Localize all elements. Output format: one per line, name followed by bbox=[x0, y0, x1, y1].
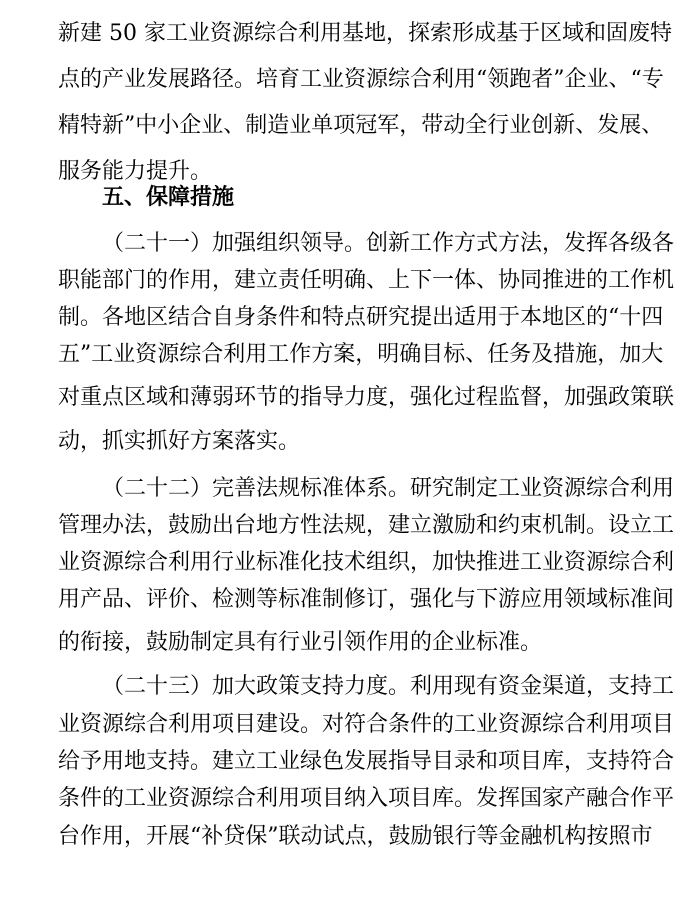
para20-line-2: 职能部门的作用，建立责任明确、上下一体、协同推进的工作机 bbox=[58, 268, 675, 293]
para20-line-5: 对重点区域和薄弱环节的指导力度，强化过程监督，加强政策联 bbox=[58, 385, 675, 410]
para22-line-5: 台作用，开展“补贷保”联动试点，鼓励银行等金融机构按照市 bbox=[58, 824, 653, 849]
para20-line-6: 动，抓实抓好方案落实。 bbox=[58, 429, 301, 454]
para21-line-2: 管理办法，鼓励出台地方性法规，建立激励和约束机制。设立工 bbox=[58, 513, 675, 538]
para0-line-1: 新建 50 家工业资源综合利用基地，探索形成基于区域和固废特 bbox=[58, 21, 672, 46]
para21-line-5: 的衔接，鼓励制定具有行业引领作用的企业标准。 bbox=[58, 630, 543, 655]
para21-lead: （二十二）完善法规标准体系。 bbox=[102, 476, 411, 501]
para20-line-1 bbox=[102, 229, 675, 259]
section-heading: 五、保障措施 bbox=[102, 185, 235, 210]
para20-lead: （二十一）加强组织领导。 bbox=[102, 231, 367, 256]
para22-line-2: 业资源综合利用项目建设。对符合条件的工业资源综合利用项目 bbox=[58, 712, 675, 737]
para22-line-1 bbox=[102, 672, 675, 702]
para21-line-1 bbox=[102, 474, 675, 504]
para0-line-2: 点的产业发展路径。培育工业资源综合利用“领跑者”企业、“专 bbox=[58, 67, 664, 92]
para21-line-4: 用产品、评价、检测等标准制修订，强化与下游应用领域标准间 bbox=[58, 587, 675, 612]
para21-line-1-text: 研究制定工业资源综合利用 bbox=[410, 476, 675, 501]
para22-line-4: 条件的工业资源综合利用项目纳入项目库。发挥国家产融合作平 bbox=[58, 786, 675, 811]
para20-line-4: 五”工业资源综合利用工作方案，明确目标、任务及措施，加大 bbox=[58, 342, 664, 367]
para21-line-3: 业资源综合利用行业标准化技术组织，加快推进工业资源综合利 bbox=[58, 550, 675, 575]
para20-line-3: 制。各地区结合自身条件和特点研究提出适用于本地区的“十四 bbox=[58, 305, 664, 330]
para0-line-4: 服务能力提升。 bbox=[58, 159, 213, 184]
para22-lead: （二十三）加大政策支持力度。 bbox=[102, 674, 411, 699]
para22-line-3: 给予用地支持。建立工业绿色发展指导目录和项目库，支持符合 bbox=[58, 749, 675, 774]
para0-line-3: 精特新”中小企业、制造业单项冠军，带动全行业创新、发展、 bbox=[58, 113, 664, 138]
para20-line-1-text: 创新工作方式方法，发挥各级各 bbox=[366, 231, 675, 256]
para22-line-1-text: 利用现有资金渠道，支持工 bbox=[410, 674, 675, 699]
